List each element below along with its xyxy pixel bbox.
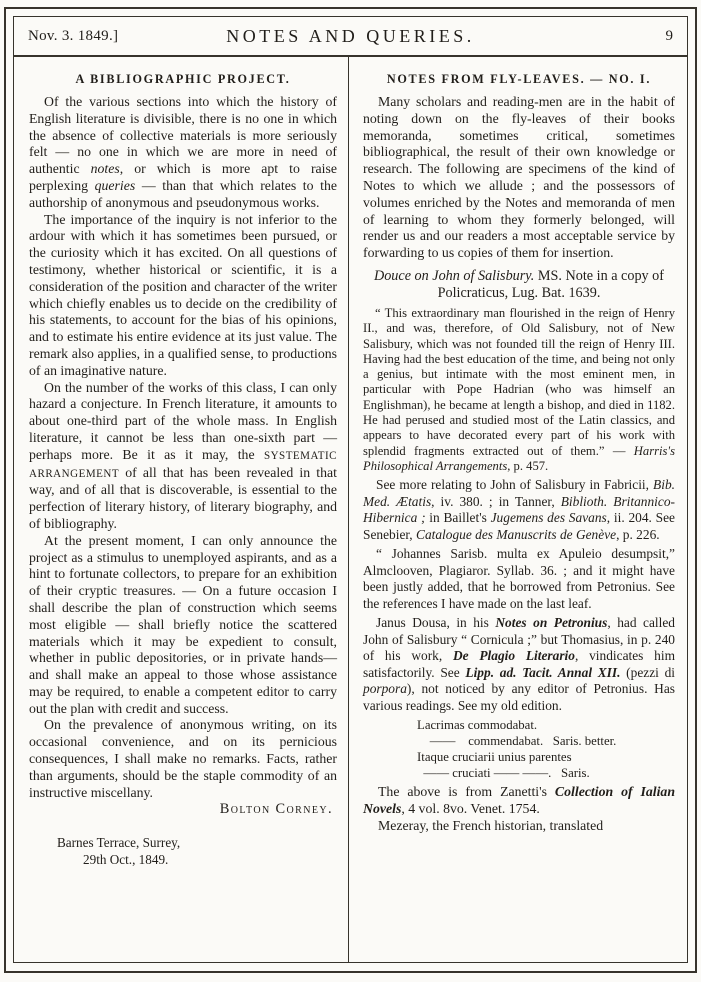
- text-run: The above is from Zanetti's: [378, 784, 555, 800]
- paragraph: [29, 717, 337, 801]
- quote-paragraph: [363, 306, 675, 474]
- left-article-body: [29, 94, 337, 868]
- text-run: Bolton Corney.: [219, 801, 333, 818]
- note-paragraph: [363, 546, 675, 612]
- text-run: ), not noticed by any editor of Petronius. Has various readings. See my old edition.: [363, 681, 675, 713]
- text-run: Biblioth. Britannico-Hibernica ;: [363, 493, 675, 526]
- text-run: , p. 226.: [616, 526, 660, 542]
- text-run: , vindicates him satisfactorily. See: [363, 648, 675, 680]
- text-run: , 4 vol. 8vo. Venet. 1754.: [401, 801, 540, 817]
- text-run: MS. Note in a copy of Policraticus, Lug. Bat. 1639.: [437, 267, 665, 302]
- verse-line: Lacrimas commodabat.: [417, 718, 538, 733]
- verse-block: [417, 717, 675, 781]
- paragraph: [29, 94, 337, 212]
- note-paragraph: [363, 615, 675, 714]
- text-run: “ Johannes Sarisb. multa ex Apuleio desumpsit,” Almclooven, Plagiaror. Syllab. 36. ; and it might have been justly added, that he borrowed from Petronius. See the references I have made on the last leaf.: [363, 546, 675, 611]
- text-run: queries: [94, 177, 136, 193]
- paragraph: [29, 533, 337, 718]
- text-run: Many scholars and reading-men are in the habit of noting down on the fly-leaves of their books memoranda, sometimes critical, sometimes bibliographical, the result of their own knowledge or research. The following are specimens of the kind of Notes to which we allude ; and the possessors of volumes enriched by the Notes and memoranda of men of learning to whom they formerly belonged, will render us and our readers a most acceptable service by forwarding to us copies of them for insertion.: [363, 94, 675, 261]
- text-run: Lipp. ad. Tacit. Annal XII.: [465, 664, 621, 680]
- journal-title: NOTES AND QUERIES.: [226, 25, 475, 46]
- note-paragraph: [363, 477, 675, 543]
- text-run: , iv. 380. ; in Tanner,: [431, 493, 561, 509]
- text-run: On the number of the works of this class, I can only hazard a conjecture. In French literature, it amounts to about one-third part of the whole mass. In English literature, it cannot be less than one-sixth part — perhaps more. Be it as it may, the: [29, 379, 337, 462]
- verse-line: Itaque cruciarii unius parentes: [417, 750, 572, 765]
- left-column: [14, 57, 348, 962]
- text-run: in Baillet's: [425, 510, 491, 526]
- paragraph: [363, 818, 675, 835]
- text-run: At the present moment, I can only announce the project as a stimulus to unemployed aspirants, and as a hint to fortunate collectors, to prepare for an exhibition of their cryptic treasures. — On a future occasion I shall describe the plan of construction which seems most eligible — shall briefly notice the scattered materials which it may be expedient to consult, whether in public depositories, or in private hands—and shall make an appeal to those whose assistance may be required, to enable a competent editor to carry out the plan with credit and success.: [29, 532, 337, 716]
- text-run: , ii. 204. See Senebier,: [363, 510, 675, 542]
- text-run: The importance of the inquiry is not inferior to the ardour with which it has sometimes been pursued, or the curiosity which it has excited. On all questions of testimony, whether historical or scientific, it is a consideration of the position and character of the writer which chiefly enables us to decide on the credibility of his statements, to account for the bias of his opinions, and to estimate his entire evidence at its just value. The remark also applies, in a qualified sense, to productions of an imaginative nature.: [29, 211, 337, 378]
- text-run: , had called John of Salisbury “ Cornicula ;” but Thomasius, in p. 240 of his work,: [363, 615, 675, 664]
- article-title-left: A BIBLIOGRAPHIC PROJECT.: [75, 72, 291, 86]
- text-run: On the prevalence of anonymous writing, on its occasional convenience, and on its pernicious consequences, I shall make no remarks. Facts, rather than arguments, should be the staple commodity of an instructive miscellany.: [29, 717, 337, 800]
- text-run: (pezzi di: [620, 664, 675, 680]
- paragraph: [363, 784, 675, 818]
- address-line: Barnes Terrace, Surrey,: [57, 835, 181, 851]
- text-run: Harris's Philosophical Arrangements: [363, 443, 675, 473]
- text-run: Notes on Petronius: [495, 615, 608, 631]
- text-run: Collection of Ialian Novels: [363, 784, 676, 817]
- inner-border-rule: [13, 16, 688, 963]
- text-run: Jugemens des Savans: [490, 510, 607, 526]
- text-run: Janus Dousa, in his: [376, 615, 496, 631]
- text-run: SYSTEMATIC ARRANGEMENT: [29, 449, 337, 480]
- note-heading: [367, 268, 671, 303]
- text-run: — than that which relates to the authorship of anonymous and pseudonymous works.: [29, 177, 337, 210]
- issue-date: Nov. 3. 1849.]: [28, 27, 119, 44]
- verse-line: —— commendabat. Saris. better.: [417, 734, 617, 749]
- text-run: See more relating to John of Salisbury in Fabricii,: [376, 477, 654, 493]
- text-run: , or which is more apt to raise perplexing: [29, 161, 337, 193]
- text-run: porpora: [363, 681, 407, 697]
- page-header: [14, 17, 687, 57]
- right-column: [349, 57, 687, 962]
- paragraph: [29, 212, 337, 380]
- text-run: of all that has been revealed in that way, and of all that is discoverable, is essential to the perfection of literary history, of literary biography, and of bibliography.: [29, 464, 337, 531]
- text-run: Catalogue des Manuscrits de Genève: [416, 526, 617, 542]
- text-run: Bib. Med. Ætatis: [363, 477, 675, 509]
- right-article-body: [363, 94, 675, 835]
- text-run: notes: [90, 161, 120, 177]
- two-column-layout: [14, 57, 687, 962]
- verse-line: —— cruciati —— ——. Saris.: [417, 766, 590, 781]
- text-run: Mezeray, the French historian, translated: [378, 817, 604, 833]
- article-title-right: NOTES FROM FLY-LEAVES. — NO. I.: [386, 72, 652, 86]
- text-run: De Plagio Literario: [452, 648, 575, 664]
- signature: [29, 801, 337, 818]
- paragraph: [363, 94, 675, 262]
- address-block: [57, 835, 337, 868]
- paragraph: [29, 380, 337, 533]
- text-run: Douce on John of Salisbury.: [373, 267, 535, 284]
- text-run: Of the various sections into which the history of English literature is divisible, there is no one in which the absence of collective materials is more seriously felt — no one in which we are more in need of authentic: [29, 94, 337, 177]
- text-run: “ This extraordinary man flourished in the reign of Henry II., and was, therefore, of Old Salisbury, not of New Salisbury, which was not founded till the reign of Henry III. Having had the best education of the time, and being not only a genius, but intimate with the most eminent men, in particular with Pope Hadrian (who was himself an Englishman), he became at length a bishop, and died in 1182. He had perused and studied most of the Latin classics, and appears to have decorated every part of his work with splendid fragments extracted out of them.” —: [363, 305, 675, 458]
- text-run: , p. 457.: [507, 458, 549, 473]
- page-number: 9: [665, 27, 673, 44]
- address-line: 29th Oct., 1849.: [83, 851, 169, 867]
